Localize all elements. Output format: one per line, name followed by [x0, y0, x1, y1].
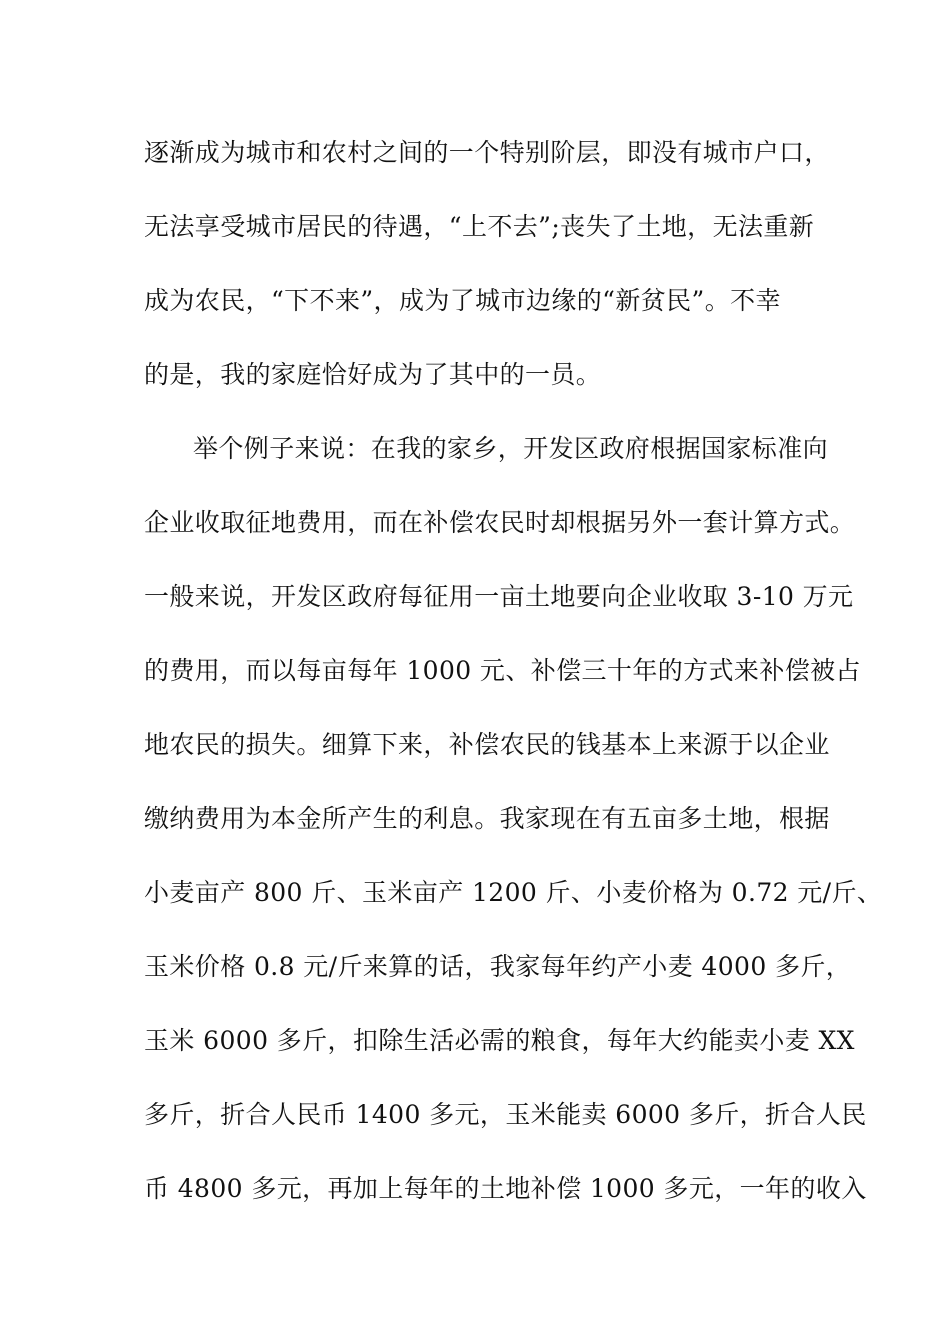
text-line: 玉米价格 0.8 元/斤来算的话，我家每年约产小麦 4000 多斤，: [144, 952, 852, 981]
text-line: 地农民的损失。细算下来，补偿农民的钱基本上来源于以企业: [144, 730, 830, 759]
text-line: 企业收取征地费用，而在补偿农民时却根据另外一套计算方式。: [144, 508, 856, 537]
paragraph-first-line: 举个例子来说：在我的家乡，开发区政府根据国家标准向: [193, 434, 829, 463]
text-line: 无法享受城市居民的待遇，“上不去”;丧失了土地，无法重新: [144, 212, 815, 241]
text-line: 币 4800 多元，再加上每年的土地补偿 1000 多元，一年的收入: [144, 1174, 867, 1203]
text-line: 玉米 6000 多斤，扣除生活必需的粮食，每年大约能卖小麦 XX: [144, 1026, 855, 1055]
text-line: 的是，我的家庭恰好成为了其中的一员。: [144, 360, 602, 389]
text-line: 的费用，而以每亩每年 1000 元、补偿三十年的方式来补偿被占: [144, 656, 861, 685]
text-line: 逐渐成为城市和农村之间的一个特别阶层，即没有城市户口，: [144, 138, 830, 167]
text-line: 一般来说，开发区政府每征用一亩土地要向企业收取 3-10 万元: [144, 582, 854, 611]
text-line: 缴纳费用为本金所产生的利息。我家现在有五亩多土地，根据: [144, 804, 830, 833]
text-line: 小麦亩产 800 斤、玉米亩产 1200 斤、小麦价格为 0.72 元/斤、: [144, 878, 883, 907]
text-line: 多斤，折合人民币 1400 多元，玉米能卖 6000 多斤，折合人民: [144, 1100, 867, 1129]
text-line: 成为农民，“下不来”，成为了城市边缘的“新贫民”。不幸: [144, 286, 781, 315]
